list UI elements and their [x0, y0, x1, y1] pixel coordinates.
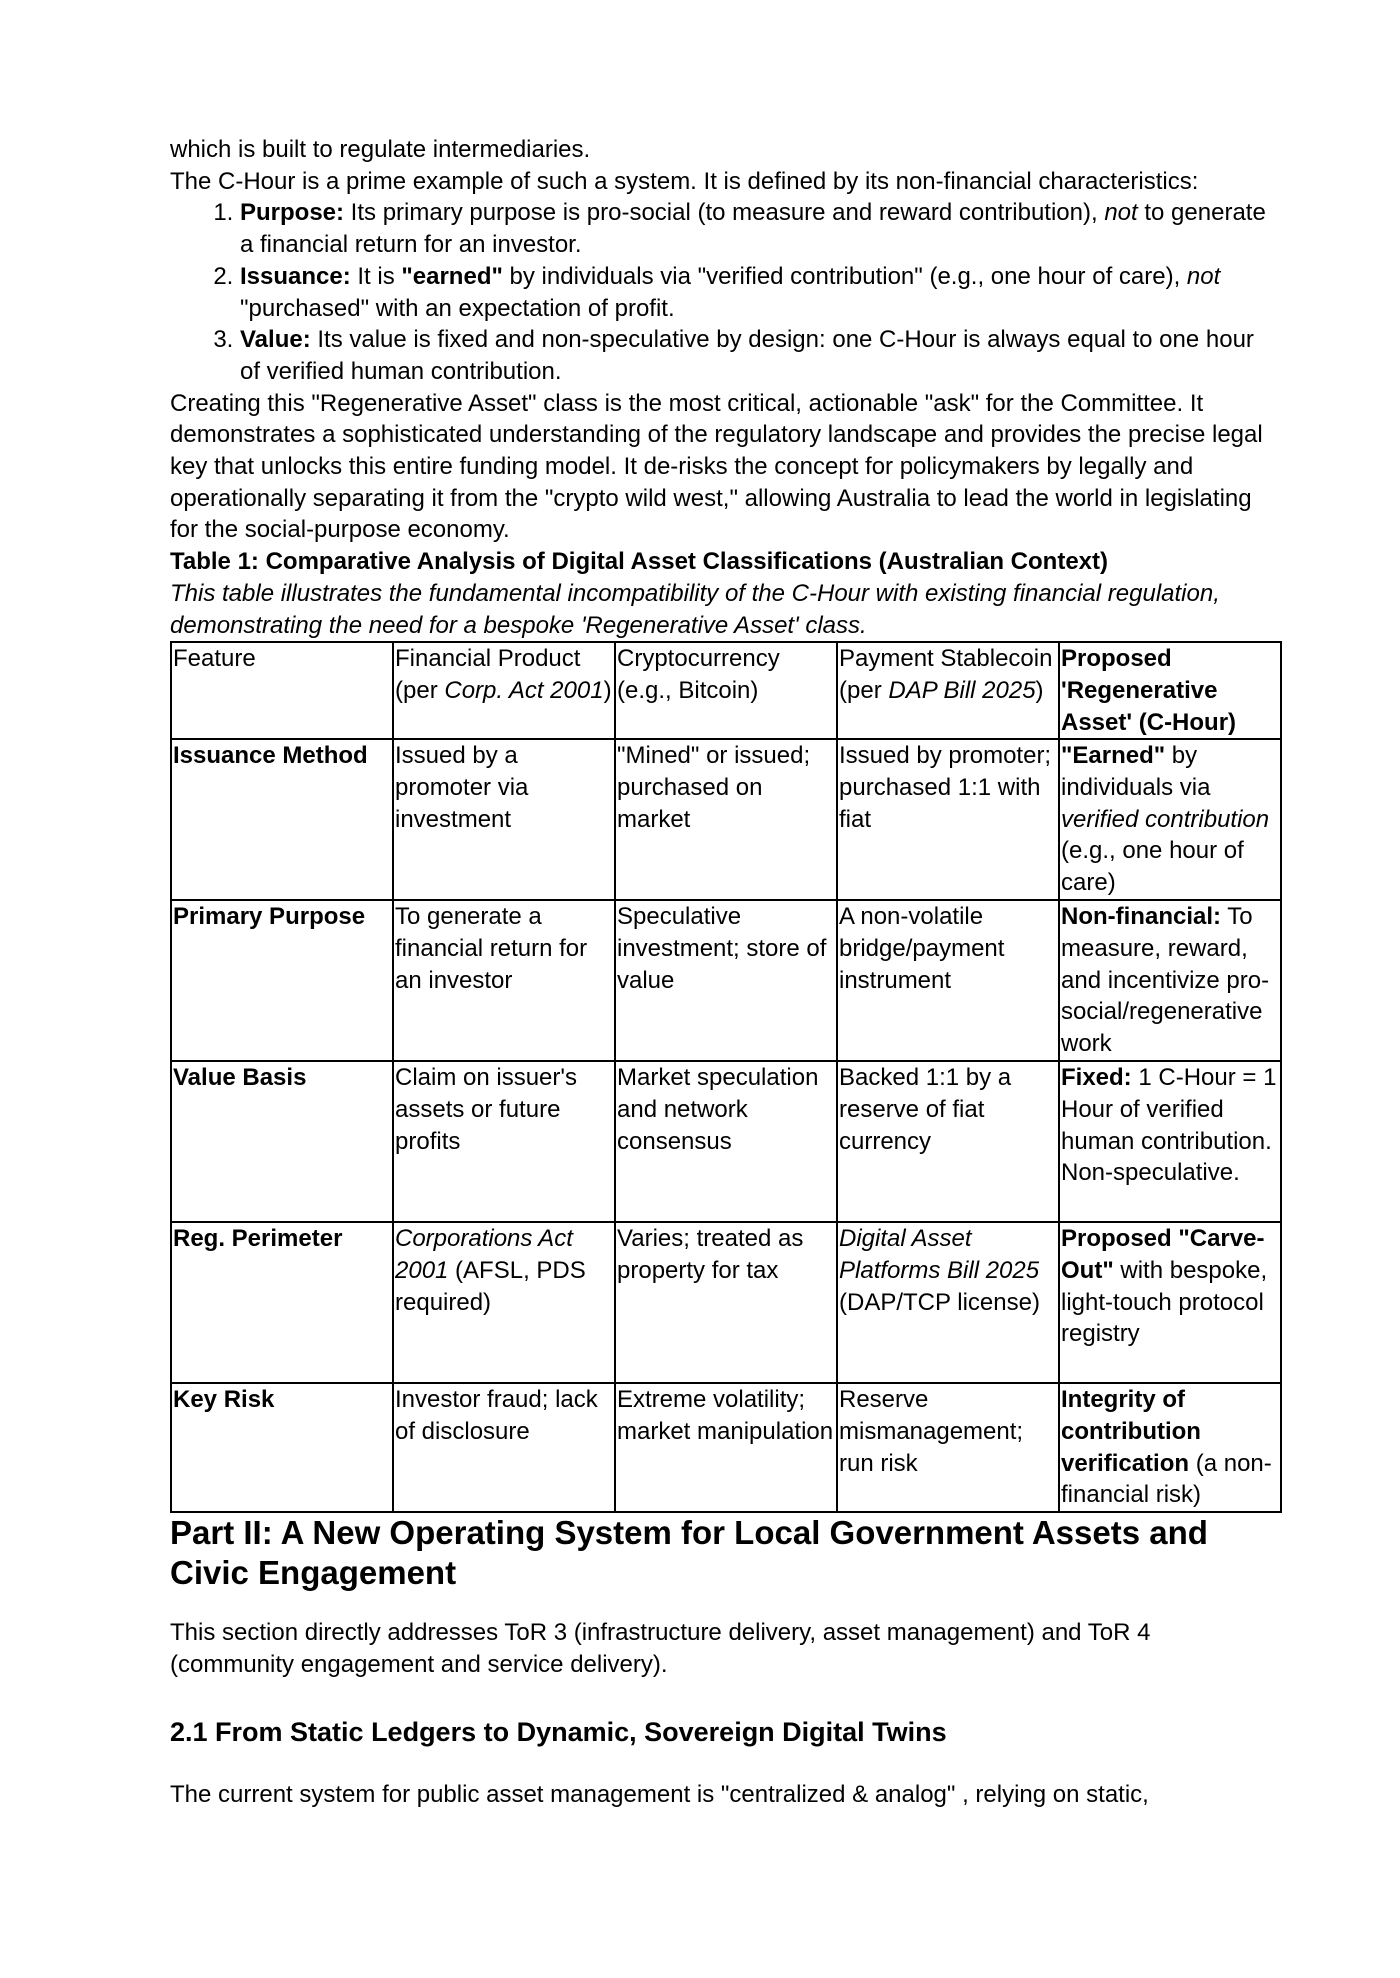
table-cell: Integrity of contribution verification (a non-financial risk): [1059, 1383, 1281, 1512]
table-cell: Varies; treated as property for tax: [615, 1222, 837, 1383]
table-cell: To generate a financial return for an investor: [393, 900, 615, 1061]
table-description: This table illustrates the fundamental incompatibility of the C-Hour with existing financial regulation, demonstrating the need for a bespoke 'Regenerative Asset' class.: [170, 579, 1220, 639]
item-label: Purpose:: [240, 199, 345, 227]
table-cell: Speculative investment; store of value: [615, 900, 837, 1061]
table-cell: Extreme volatility; market manipulation: [615, 1383, 837, 1512]
item-text: Its value is fixed and non-speculative by design: one C-Hour is always equal to one hour of verified human contribution.: [240, 326, 1254, 385]
table-cell: Issued by a promoter via investment: [393, 739, 615, 900]
table-row: [171, 900, 1281, 1061]
list-item-value: [240, 324, 1280, 387]
table-cell: A non-volatile bridge/payment instrument: [837, 900, 1059, 1061]
item-text: to generate a financial return for an investor.: [240, 199, 1266, 259]
row-label: Issuance Method: [171, 739, 393, 900]
header-financial-product: Financial Product (per Corp. Act 2001): [393, 642, 615, 739]
list-item-issuance: [240, 261, 1280, 324]
row-label: Key Risk: [171, 1383, 393, 1512]
row-label: Primary Purpose: [171, 900, 393, 1061]
table-cell: Investor fraud; lack of disclosure: [393, 1383, 615, 1512]
table-cell: Issued by promoter; purchased 1:1 with fiat: [837, 739, 1059, 900]
item-label: Issuance:: [240, 262, 351, 290]
item-text: It is: [350, 262, 402, 290]
list-item-purpose: [240, 197, 1280, 260]
table-cell: Reserve mismanagement; run risk: [837, 1383, 1059, 1512]
table-cell: Digital Asset Platforms Bill 2025 (DAP/TCP license): [837, 1222, 1059, 1383]
table-cell: "Earned" by individuals via verified contribution (e.g., one hour of care): [1059, 739, 1281, 900]
table-cell: Market speculation and network consensus: [615, 1061, 837, 1222]
table-cell: Backed 1:1 by a reserve of fiat currency: [837, 1061, 1059, 1222]
section-heading: 2.1 From Static Ledgers to Dynamic, Sovereign Digital Twins: [170, 1716, 947, 1747]
item-label: Value:: [240, 326, 311, 354]
table-row: [171, 739, 1281, 900]
table-title: Table 1: Comparative Analysis of Digital Asset Classifications (Australian Context): [170, 548, 1109, 576]
table-cell: Claim on issuer's assets or future profits: [393, 1061, 615, 1222]
item-text: "purchased" with an expectation of profit.: [240, 294, 675, 322]
document-body: [170, 134, 1280, 1810]
header-stablecoin: Payment Stablecoin (per DAP Bill 2025): [837, 642, 1059, 739]
item-text: by individuals via "verified contribution" (e.g., one hour of care),: [502, 262, 1187, 290]
header-feature: Feature: [171, 642, 393, 739]
header-proposed: Proposed 'Regenerative Asset' (C-Hour): [1059, 642, 1281, 739]
table-row: [171, 1383, 1281, 1512]
intro-paragraph: The C-Hour is a prime example of such a system. It is defined by its non-financial characteristics:: [170, 167, 1199, 195]
characteristics-list: [170, 197, 1280, 387]
part-intro: This section directly addresses ToR 3 (infrastructure delivery, asset management) and ToR 4 (community engagement and service delivery).: [170, 1619, 1151, 1679]
header-cryptocurrency: Cryptocurrency (e.g., Bitcoin): [615, 642, 837, 739]
row-label: Value Basis: [171, 1061, 393, 1222]
part-heading: Part II: A New Operating System for Local Government Assets and Civic Engagement: [170, 1514, 1208, 1592]
table-header-row: [171, 642, 1281, 739]
table-row: [171, 1222, 1281, 1383]
ask-paragraph: Creating this "Regenerative Asset" class is the most critical, actionable "ask" for the Committee. It demonstrates a sophisticated understanding of the regulatory landscape and provides the precise legal key that unlocks this entire funding model. It de-risks the concept for policymakers by legally and operationally separating it from the "crypto wild west," allowing Australia to lead the world in legislating for the social-purpose economy.: [170, 389, 1263, 544]
intro-line: which is built to regulate intermediaries.: [170, 136, 591, 163]
item-text: Its primary purpose is pro-social (to measure and reward contribution),: [344, 199, 1105, 227]
table-row: [171, 1061, 1281, 1222]
table-cell: Proposed "Carve-Out" with bespoke, light-touch protocol registry: [1059, 1222, 1281, 1383]
item-strong: "earned": [401, 262, 503, 290]
table-cell: Corporations Act 2001 (AFSL, PDS required): [393, 1222, 615, 1383]
item-emphasis: not: [1186, 262, 1221, 290]
comparison-table: [170, 641, 1282, 1513]
item-emphasis: not: [1104, 199, 1138, 227]
table-cell: Non-financial: To measure, reward, and incentivize pro-social/regenerative work: [1059, 900, 1281, 1061]
row-label: Reg. Perimeter: [171, 1222, 393, 1383]
table-cell: Fixed: 1 C-Hour = 1 Hour of verified human contribution. Non-speculative.: [1059, 1061, 1281, 1222]
table-cell: "Mined" or issued; purchased on market: [615, 739, 837, 900]
section-paragraph: The current system for public asset management is "centralized & analog" , relying on static,: [170, 1780, 1149, 1808]
